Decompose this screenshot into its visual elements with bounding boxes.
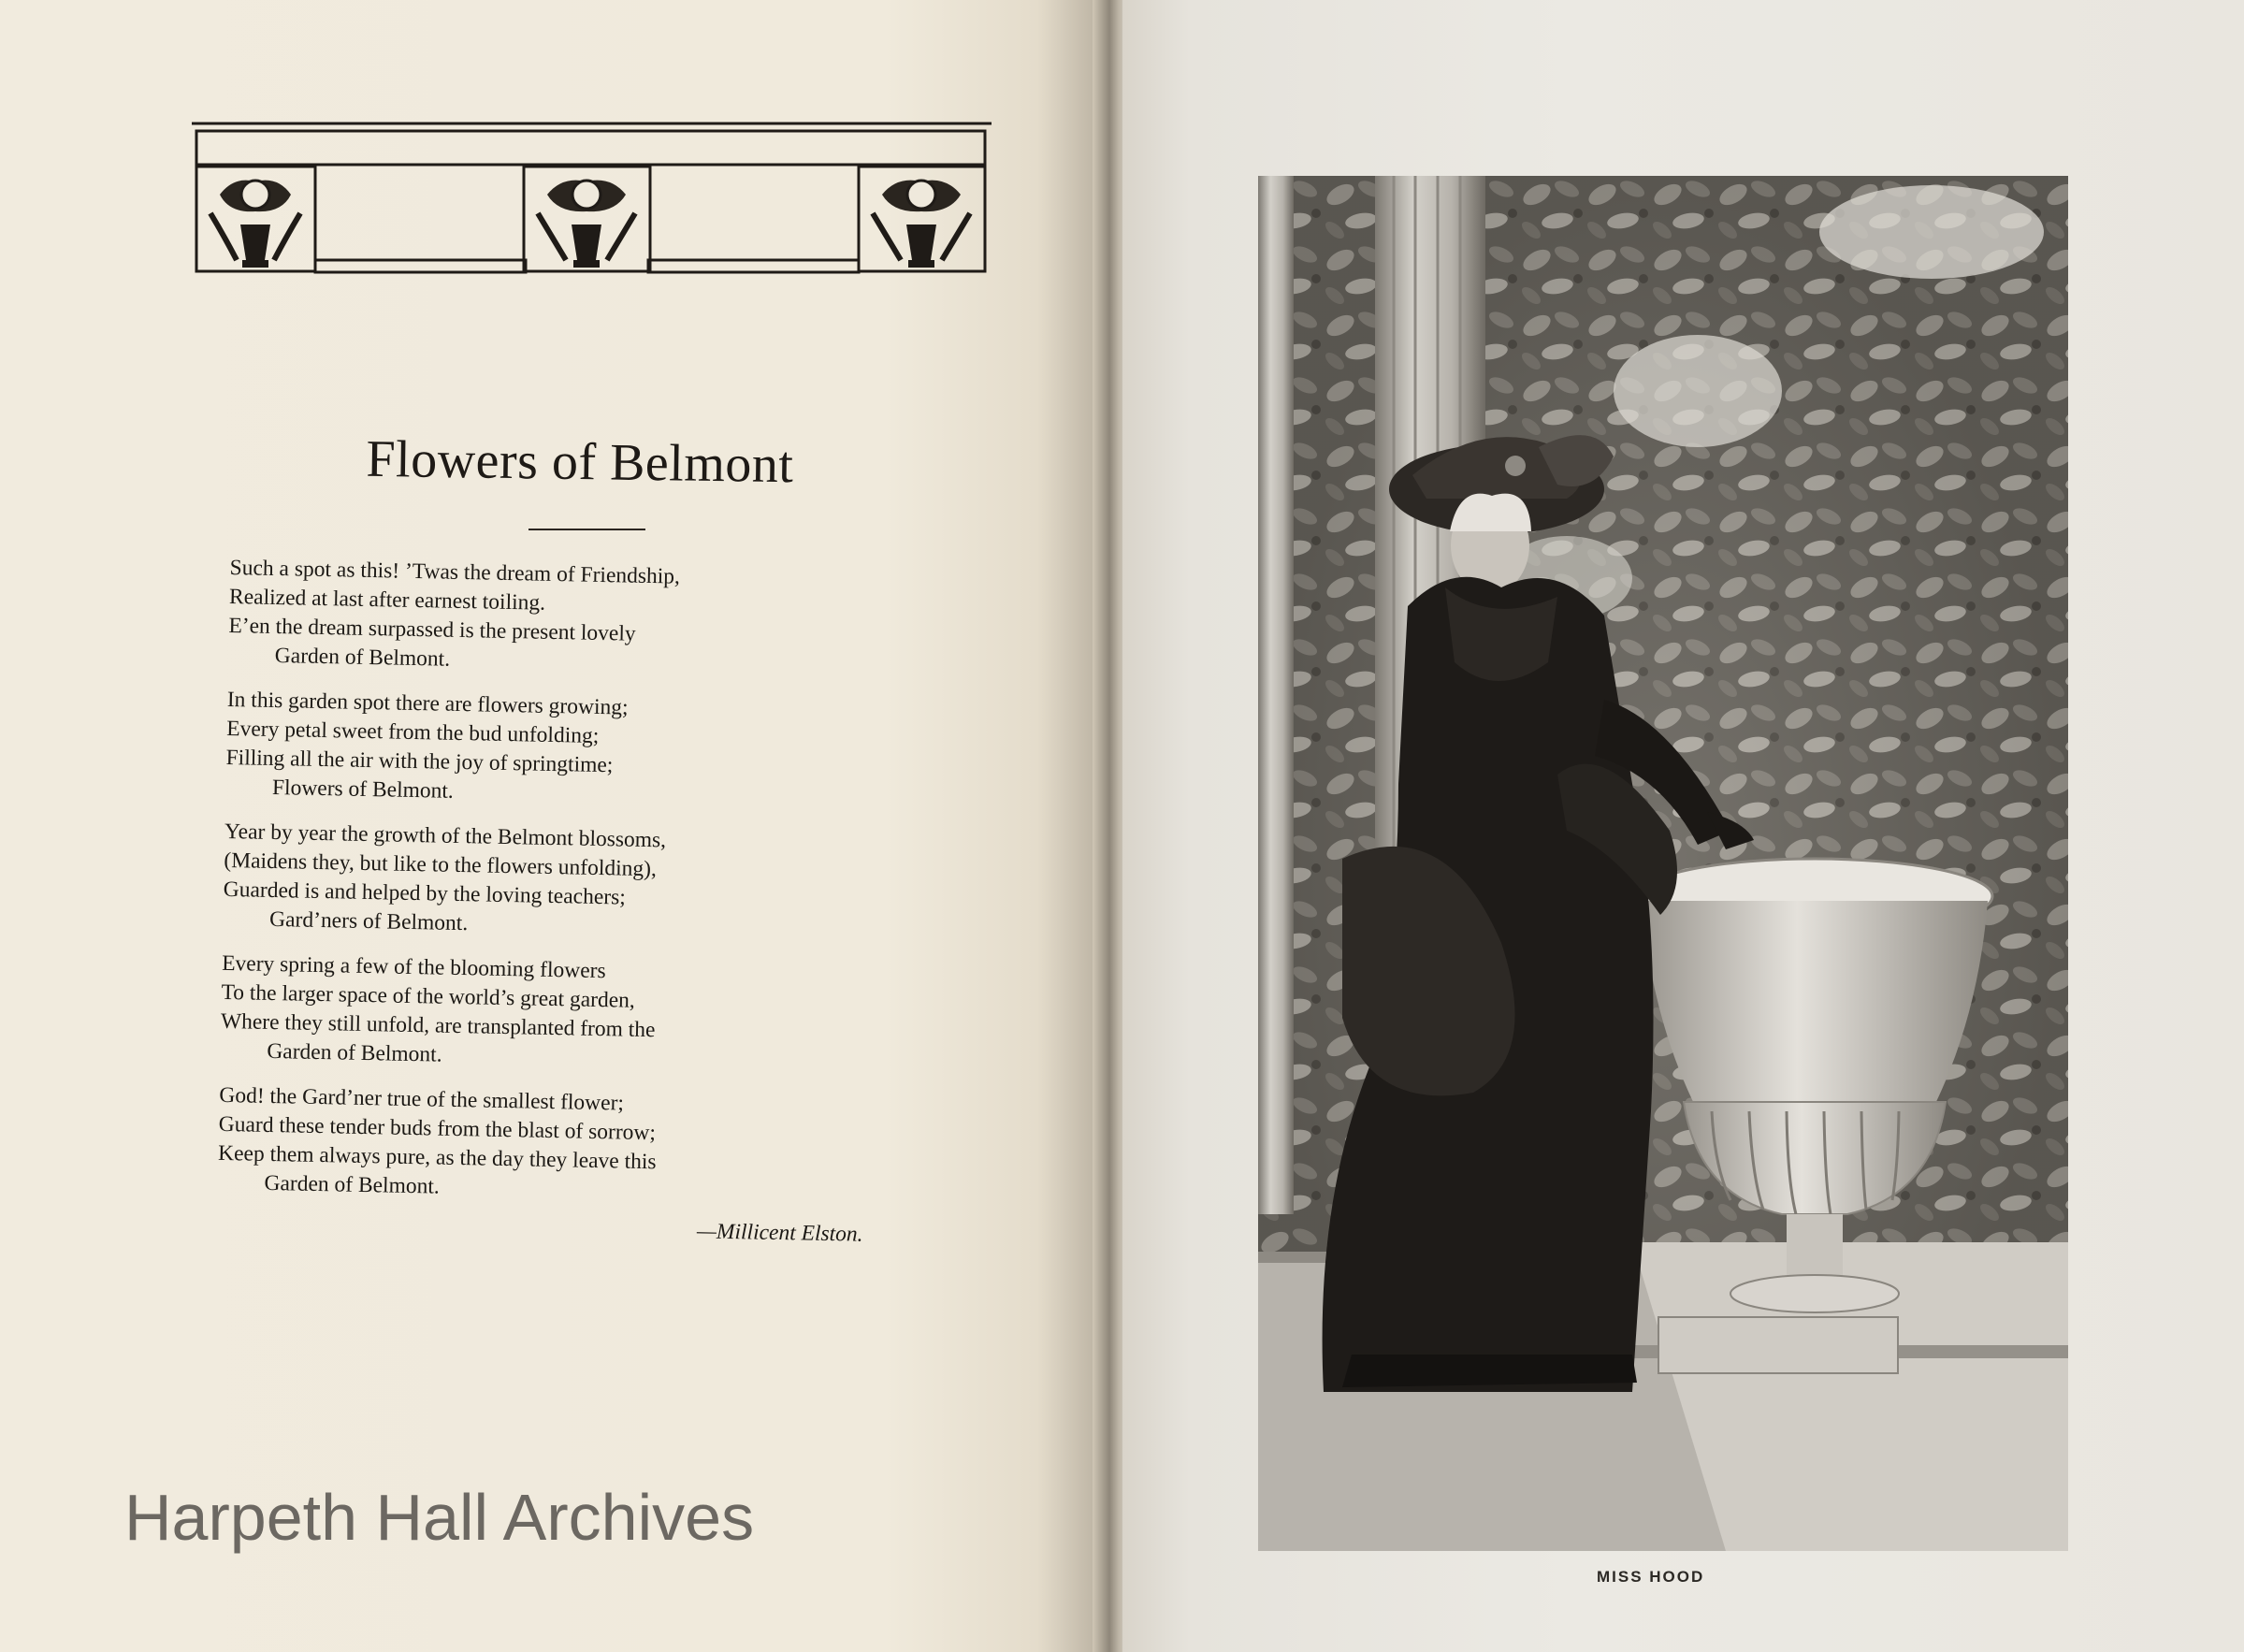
poem-line: Year by year the growth of the Belmont blossoms, <box>224 819 667 853</box>
stanza <box>223 818 954 949</box>
poem-line: Where they still unfold, are transplanted from the <box>220 1008 656 1043</box>
stanza <box>220 949 951 1080</box>
poem-line: In this garden spot there are flowers growing; <box>226 687 629 720</box>
poem-line: Guard these tender buds from the blast of sorrow; <box>218 1111 657 1146</box>
poem-line: Realized at last after earnest toiling. <box>228 584 546 616</box>
poem-refrain: Garden of Belmont. <box>267 1038 442 1067</box>
header-ornament <box>192 120 992 297</box>
poem-title: Flowers of Belmont <box>366 429 794 495</box>
poem-line: Filling all the air with the joy of springtime; <box>225 745 614 778</box>
poem-line: Guarded is and helped by the loving teachers; <box>223 877 627 910</box>
flower-urn-panel-right <box>859 167 985 271</box>
poem-line: God! the Gard’ner true of the smallest flower; <box>219 1082 625 1116</box>
photo-caption: MISS HOOD <box>1597 1568 1705 1586</box>
stanza <box>228 554 960 685</box>
poem-line: Every spring a few of the blooming flowers <box>221 950 606 984</box>
poem-line: To the larger space of the world’s great garden, <box>221 979 636 1013</box>
title-divider <box>528 529 645 530</box>
stanza <box>217 1081 948 1212</box>
flower-urn-panel-left <box>196 167 315 271</box>
portrait-photograph <box>1258 176 2068 1551</box>
poem-line: Keep them always pure, as the day they leave this <box>217 1140 657 1175</box>
flower-urn-panel-center <box>524 167 650 271</box>
poem-body <box>217 554 960 1228</box>
left-page <box>0 0 1104 1652</box>
poem-line: (Maidens they, but like to the flowers unfolding), <box>224 848 658 882</box>
poem-line: E’en the dream surpassed is the present lovely <box>228 613 636 646</box>
poem-line: Such a spot as this! ’Twas the dream of Friendship, <box>229 555 681 589</box>
poem-attribution: —Millicent Elston. <box>696 1219 863 1247</box>
poem-refrain: Flowers of Belmont. <box>271 775 455 804</box>
stanza <box>225 686 957 817</box>
poem-refrain: Garden of Belmont. <box>264 1170 441 1199</box>
poem-refrain: Garden of Belmont. <box>274 643 451 672</box>
poem-refrain: Gard’ners of Belmont. <box>268 906 469 936</box>
archive-watermark: Harpeth Hall Archives <box>124 1481 755 1554</box>
poem-line: Every petal sweet from the bud unfolding; <box>225 716 600 748</box>
